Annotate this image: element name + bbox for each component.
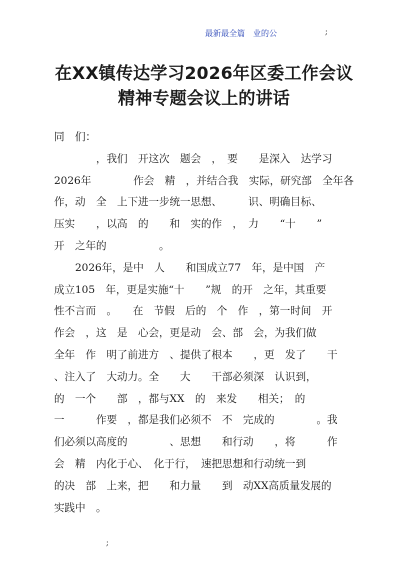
body-line: 2026年 作会 精 ，并结合我 实际，研究部 全年各 — [54, 174, 354, 187]
body-line: 压实 ，以高 的 和 实的作 ， 力 “十 ” — [54, 218, 322, 231]
body-line: 们必须以高度的 、思想 和行动 ，将 作 — [54, 436, 338, 449]
body-line: 会 精 内化于心、 化于行， 速把思想和行动统一到 — [54, 457, 306, 470]
body-line: 作，动 全 上下进一步统一思想、 识、明确目标、 — [54, 196, 322, 209]
body-line: 一 作要 ，都是我们必须不 不 完成的 。我 — [54, 414, 338, 427]
body-line: 作会 ，这 是 心会，更是动 会、部 会，为我们做 — [54, 327, 317, 340]
body-line: 的 一个 部 ，都与XX 的 来发 相关； 的 — [54, 392, 306, 405]
header-link[interactable]: 最新最全篇 业的公 — [205, 29, 277, 38]
body-line: 实践中 。 — [54, 501, 107, 514]
body-line: 、注入了 大动力。全 大 干部必须深 认识到， — [54, 370, 317, 383]
title-line-2: 精神专题会议上的讲话 — [118, 89, 290, 109]
body-line: ，我们 开这次 题会 ， 要 是深入 达学习 — [54, 152, 333, 165]
header-mark: ; — [325, 27, 328, 36]
body-line: 2026年，是中 人 和国成立77 年，是中国 产 — [54, 261, 326, 274]
body-line: 性不言而 。 在 节假 后的 个 作 ，第一时间 开 — [54, 305, 333, 318]
document-title — [30, 62, 378, 112]
title-line-1: 在XX镇传达学习2026年区委工作会议 — [54, 64, 354, 84]
body-line: 同 们： — [54, 131, 96, 143]
document-body — [54, 127, 358, 519]
footer-mark: ; — [106, 538, 109, 547]
body-line: 的决 部 上来，把 和力量 到 动XX高质量发展的 — [54, 479, 332, 492]
body-line: 成立105 年，更是实施“十 ”规 的开 之年，其重要 — [54, 283, 327, 296]
body-line: 全年 作 明了前进方 、提供了根本 ，更 发了 干 — [54, 348, 338, 361]
body-line: 开 之年的 。 — [54, 239, 170, 252]
